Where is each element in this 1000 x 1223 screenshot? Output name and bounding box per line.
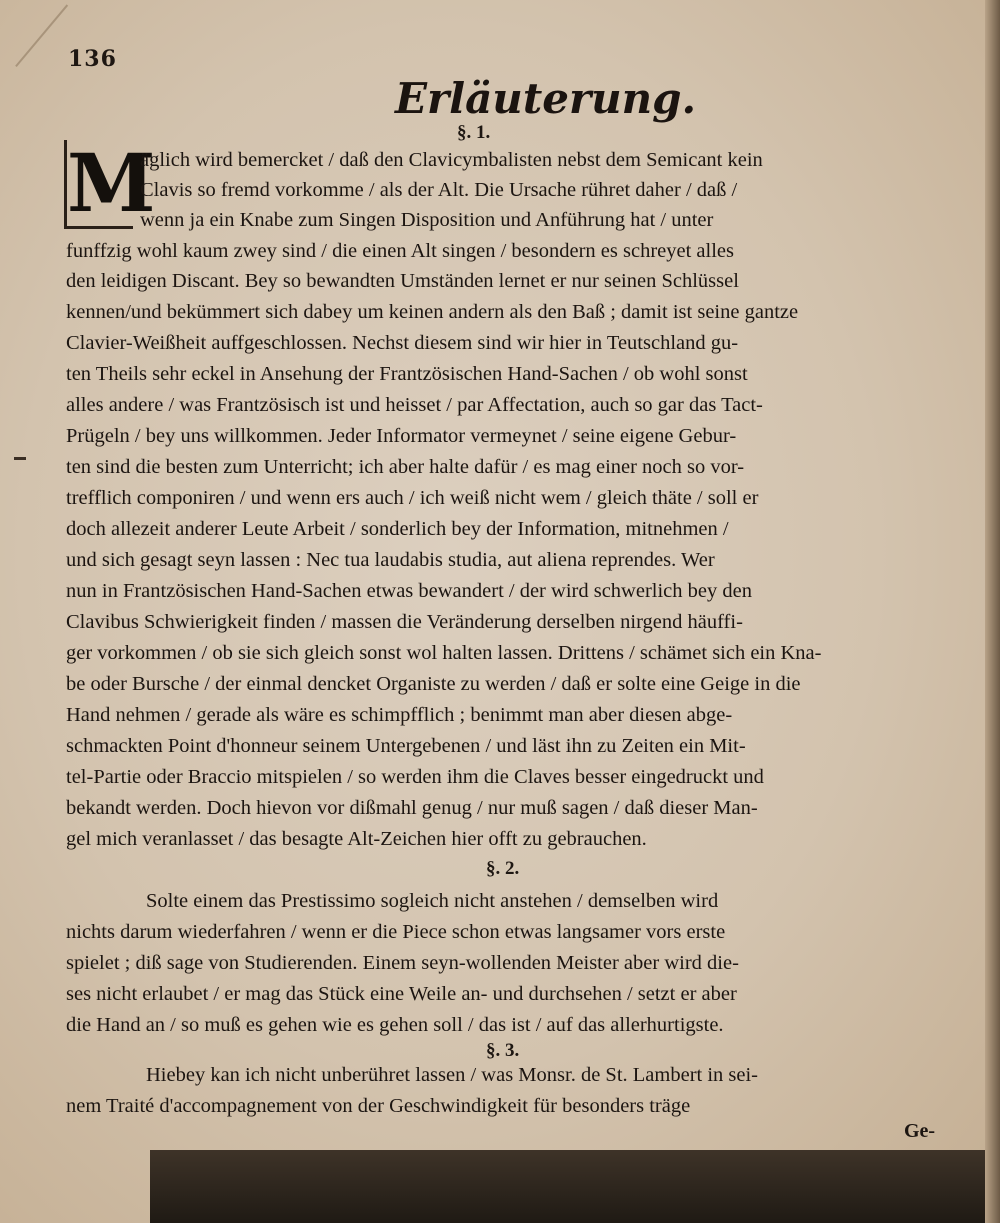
section-mark-1: §. 1. bbox=[457, 122, 491, 143]
text-line: ten sind die besten zum Unterricht; ich aber halte dafür / es mag einer noch so vor- bbox=[66, 456, 745, 478]
text-line: nem Traité d'accompagnement von der Geschwindigkeit für besonders träge bbox=[66, 1095, 691, 1117]
text-line: nichts darum wiederfahren / wenn er die Piece schon etwas langsamer vors erste bbox=[66, 921, 726, 943]
text-line: alles andere / was Frantzösisch ist und heisset / par Affectation, auch so gar das Tact- bbox=[66, 394, 763, 416]
text-line: äglich wird bemercket / daß den Clavicymbalisten nebst dem Semicant kein bbox=[140, 149, 763, 171]
text-line: ten Theils sehr eckel in Ansehung der Frantzösischen Hand-Sachen / ob wohl sonst bbox=[66, 363, 748, 385]
text-line: schmackten Point d'honneur seinem Untergebenen / und läst ihn zu Zeiten ein Mit- bbox=[66, 735, 746, 757]
text-line: bekandt werden. Doch hievon vor dißmahl genug / nur muß sagen / daß dieser Man- bbox=[66, 797, 758, 819]
text-line: tel-Partie oder Braccio mitspielen / so werden ihm die Claves besser eingedruckt und bbox=[66, 766, 764, 788]
text-line: Hiebey kan ich nicht unberühret lassen / was Monsr. de St. Lambert in sei- bbox=[146, 1064, 759, 1086]
text-line: Solte einem das Prestissimo sogleich nicht anstehen / demselben wird bbox=[146, 890, 719, 912]
text-line: den leidigen Discant. Bey so bewandten Umständen lernet er nur seinen Schlüssel bbox=[66, 270, 739, 292]
drop-cap-initial: M bbox=[64, 140, 133, 229]
text-line: kennen/und bekümmert sich dabey um keinen andern als den Baß ; damit ist seine gantze bbox=[66, 301, 799, 323]
text-line: Clavier-Weißheit auffgeschlossen. Nechst diesem sind wir hier in Teutschland gu- bbox=[66, 332, 739, 354]
text-line: ses nicht erlaubet / er mag das Stück eine Weile an- und durchsehen / setzt er aber bbox=[66, 983, 737, 1005]
text-line: Clavis so fremd vorkomme / als der Alt. Die Ursache rühret daher / daß / bbox=[140, 179, 738, 201]
scan-shadow-bottom bbox=[150, 1150, 1000, 1223]
text-line: ger vorkommen / ob sie sich gleich sonst wol halten lassen. Drittens / schämet sich ein Kna- bbox=[66, 642, 822, 664]
page-number: 136 bbox=[68, 46, 117, 72]
text-line: Hand nehmen / gerade als wäre es schimpfflich ; benimmt man aber diesen abge- bbox=[66, 704, 733, 726]
text-line: Clavibus Schwierigkeit finden / massen die Veränderung derselben nirgend häuffi- bbox=[66, 611, 743, 633]
text-line: gel mich veranlasset / das besagte Alt-Zeichen hier offt zu gebrauchen. bbox=[66, 828, 647, 850]
text-line: und sich gesagt seyn lassen : Nec tua laudabis studia, aut aliena reprendes. Wer bbox=[66, 549, 715, 571]
section-mark-3: §. 3. bbox=[486, 1040, 520, 1061]
text-line: wenn ja ein Knabe zum Singen Disposition und Anführung hat / unter bbox=[140, 209, 714, 231]
text-line: doch allezeit anderer Leute Arbeit / sonderlich bey der Information, mitnehmen / bbox=[66, 518, 729, 540]
catchword: Ge- bbox=[904, 1120, 936, 1142]
text-line: nun in Frantzösischen Hand-Sachen etwas bewandert / der wird schwerlich bey den bbox=[66, 580, 752, 602]
page-heading: Erläuterung. bbox=[395, 74, 697, 123]
text-line: die Hand an / so muß es gehen wie es gehen soll / das ist / auf das allerhurtigste. bbox=[66, 1014, 724, 1036]
margin-mark bbox=[14, 457, 26, 460]
scan-shadow-right bbox=[985, 0, 1000, 1223]
torn-corner bbox=[0, 0, 68, 67]
text-line: Prügeln / bey uns willkommen. Jeder Informator vermeynet / seine eigene Gebur- bbox=[66, 425, 737, 447]
text-line: trefflich componiren / und wenn ers auch / ich weiß nicht wem / gleich thäte / soll er bbox=[66, 487, 759, 509]
text-line: be oder Bursche / der einmal dencket Organiste zu werden / daß er solte eine Geige in die bbox=[66, 673, 801, 695]
text-line: funffzig wohl kaum zwey sind / die einen Alt singen / besondern es schreyet alles bbox=[66, 240, 734, 262]
text-line: spielet ; diß sage von Studierenden. Einem seyn-wollenden Meister aber wird die- bbox=[66, 952, 739, 974]
section-mark-2: §. 2. bbox=[486, 858, 520, 879]
